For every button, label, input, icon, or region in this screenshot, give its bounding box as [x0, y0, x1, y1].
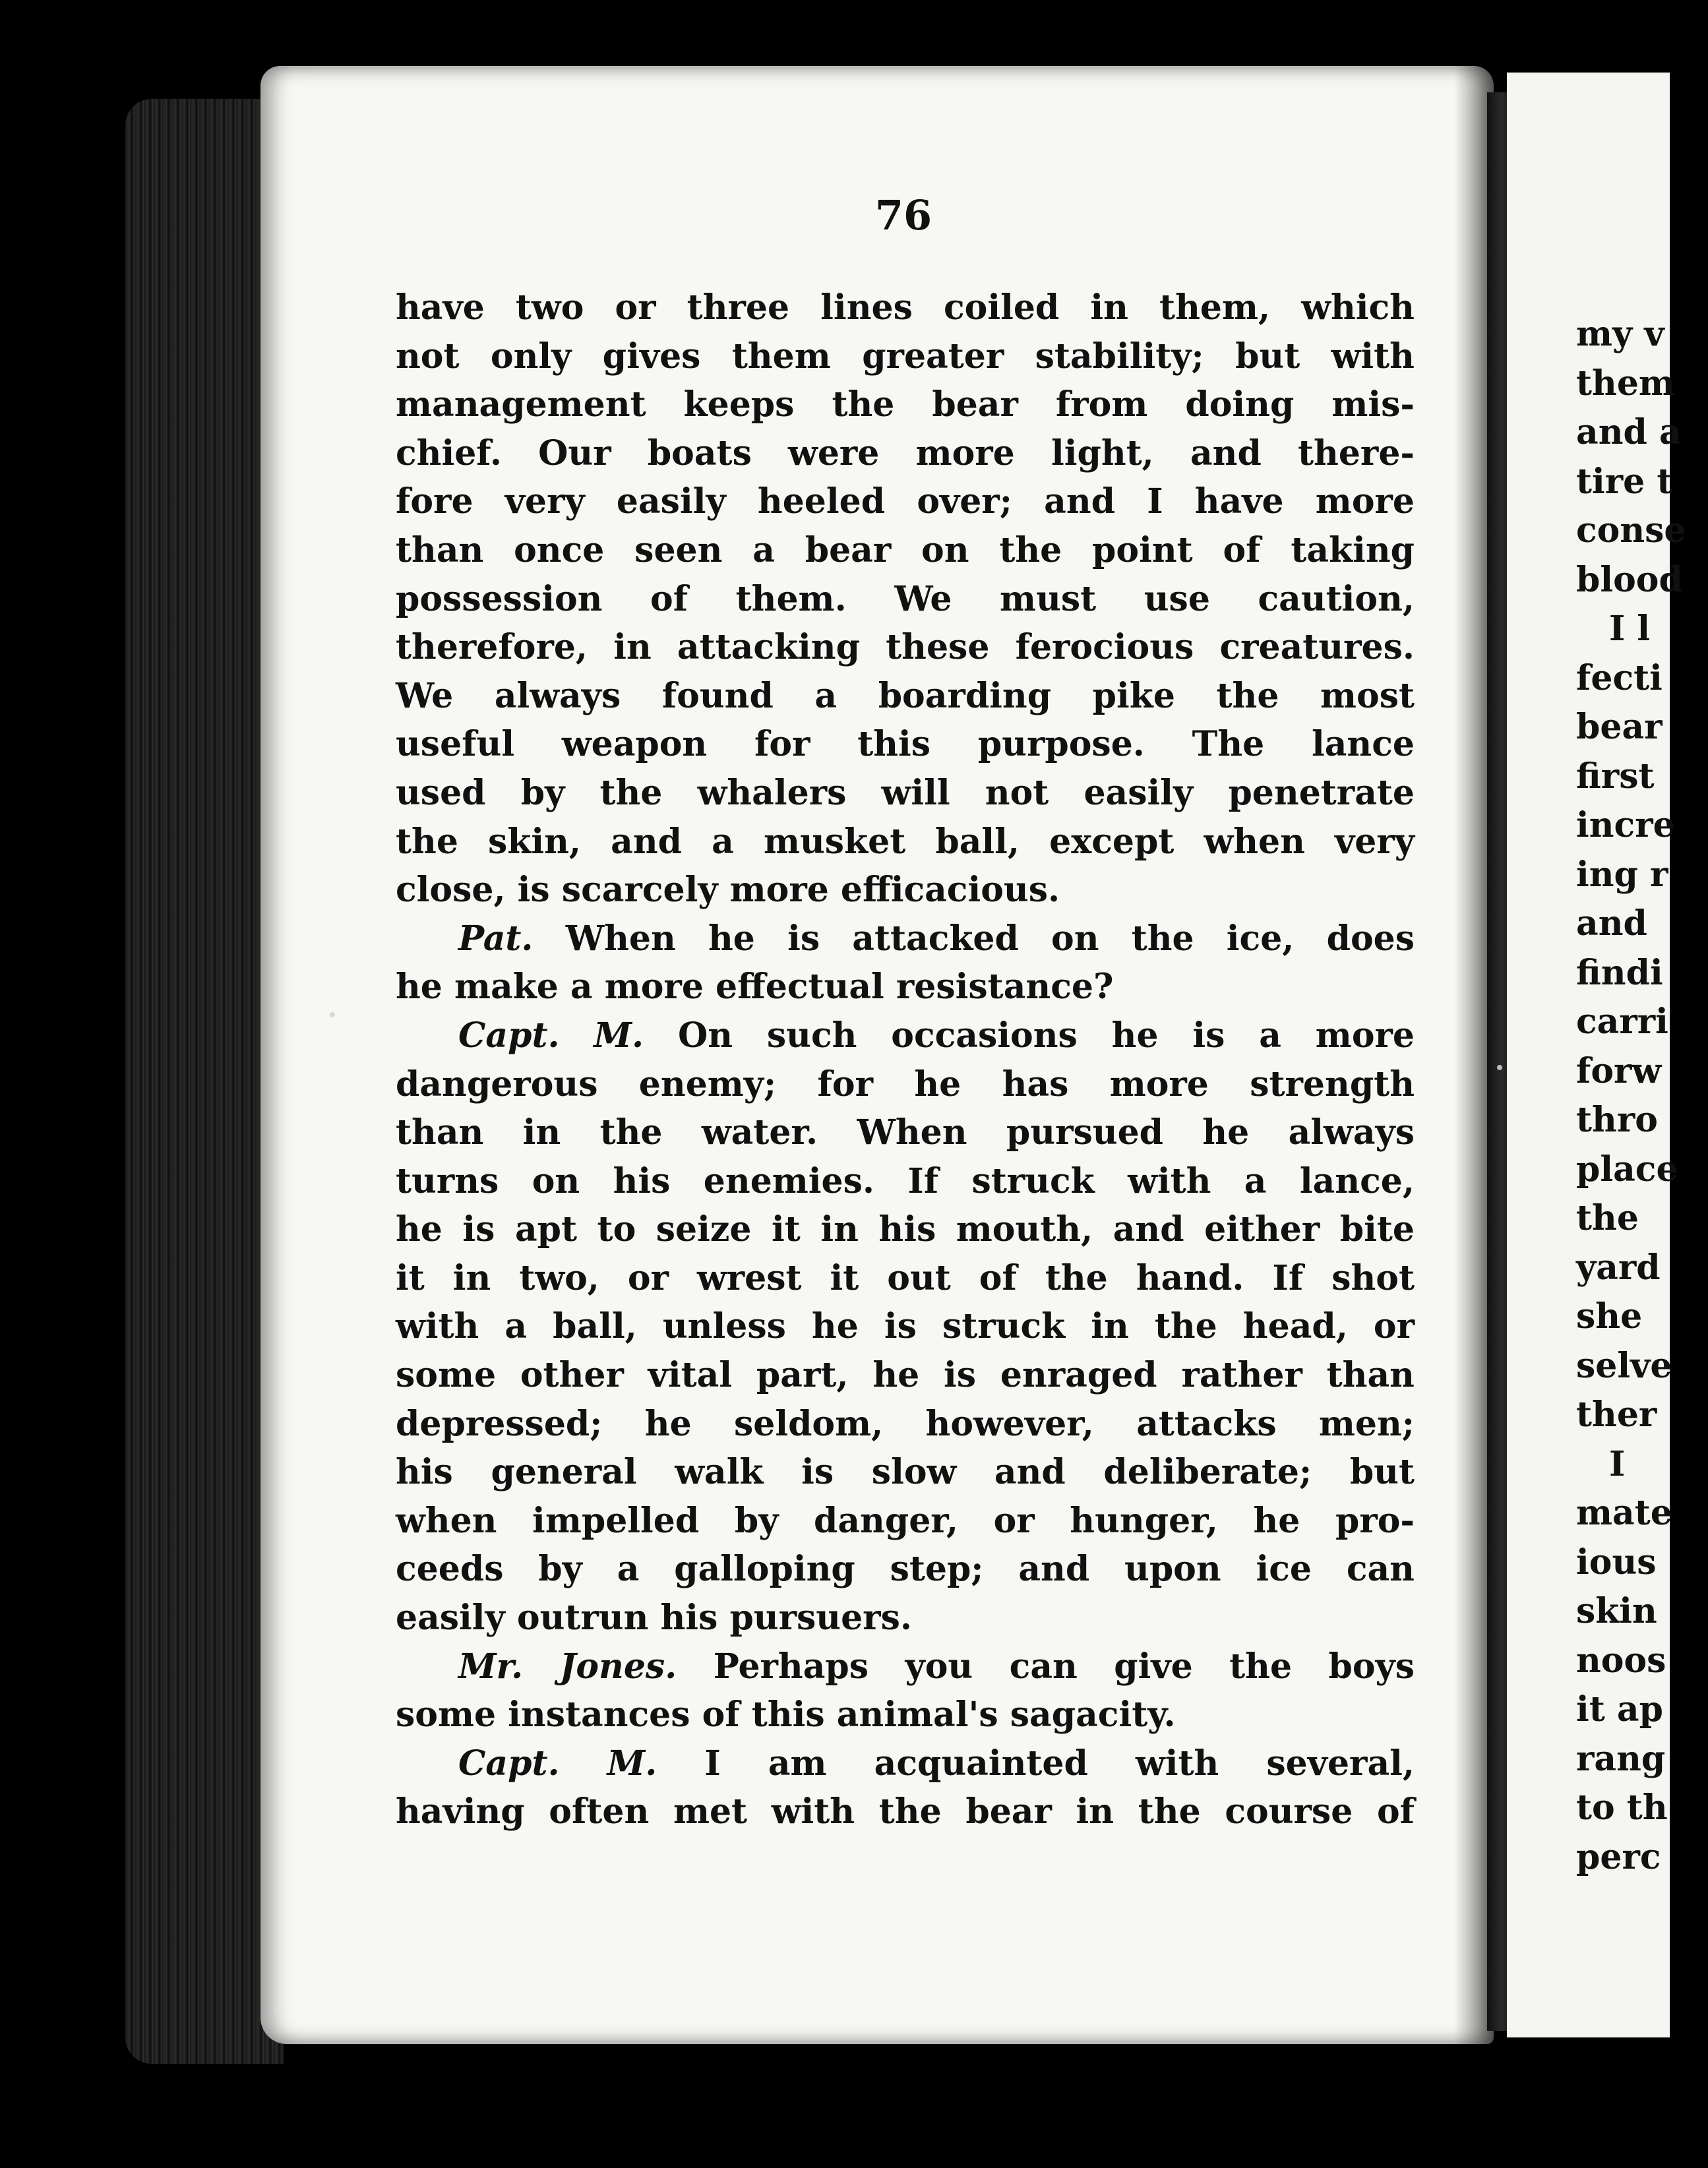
text-fragment: to th — [1576, 1788, 1668, 1828]
book-spine-edges — [125, 99, 284, 2064]
text-line: having often met with the bear in the course of — [396, 1792, 1415, 1832]
text-line: ceeds by a galloping step; and upon ice can — [396, 1549, 1415, 1590]
line-text: When he is attacked on the ice, does — [565, 918, 1415, 959]
line-text: Perhaps you can give the boys — [713, 1646, 1415, 1687]
text-fragment: incre — [1576, 805, 1675, 845]
text-fragment: noos — [1576, 1640, 1666, 1681]
text-fragment: ious — [1576, 1542, 1657, 1582]
line-text: I am acquainted with several, — [704, 1743, 1415, 1784]
text-line: with a ball, unless he is struck in the head, or — [396, 1306, 1415, 1347]
text-line: management keeps the bear from doing mis- — [396, 384, 1415, 425]
text-line: than in the water. When pursued he always — [396, 1112, 1415, 1153]
text-line: he is apt to seize it in his mouth, and either bite — [396, 1209, 1415, 1250]
line-text: On such occasions he is a more — [677, 1015, 1415, 1056]
text-fragment: rang — [1576, 1738, 1666, 1779]
text-line: therefore, in attacking these ferocious creatures. — [396, 627, 1415, 668]
text-line: when impelled by danger, or hunger, he pro- — [396, 1500, 1415, 1541]
text-line: some instances of this animal's sagacity. — [396, 1695, 1176, 1735]
text-fragment: I l — [1609, 609, 1651, 649]
speck — [1497, 1065, 1502, 1070]
text-fragment: thro — [1576, 1100, 1658, 1140]
text-line: it in two, or wrest it out of the hand. If shot — [396, 1257, 1415, 1298]
text-line: the skin, and a musket ball, except when very — [396, 821, 1415, 862]
text-line: he make a more effectual resistance? — [396, 967, 1114, 1008]
text-fragment: findi — [1576, 952, 1663, 993]
text-line — [396, 1739, 1415, 1788]
speaker-name: Mr. Jones. — [458, 1646, 677, 1687]
text-fragment: it ap — [1576, 1689, 1663, 1730]
text-fragment: yard — [1576, 1247, 1661, 1288]
text-fragment: she — [1576, 1296, 1643, 1337]
text-line: chief. Our boats were more light, and there- — [396, 433, 1415, 473]
speck — [330, 1012, 335, 1017]
text-line: easily outrun his pursuers. — [396, 1598, 912, 1639]
text-line — [396, 1011, 1415, 1060]
text-line: used by the whalers will not easily penetrate — [396, 772, 1415, 813]
text-fragment: place — [1576, 1149, 1678, 1189]
text-fragment: skin — [1576, 1591, 1657, 1631]
text-fragment: conse — [1576, 510, 1686, 551]
text-fragment: blood — [1576, 559, 1683, 600]
text-fragment: selve — [1576, 1345, 1672, 1386]
text-line: turns on his enemies. If struck with a lance, — [396, 1160, 1415, 1201]
text-line: his general walk is slow and deliberate; but — [396, 1452, 1415, 1493]
text-fragment: first — [1576, 756, 1655, 797]
text-fragment: them — [1576, 363, 1675, 404]
text-line: than once seen a bear on the point of taking — [396, 529, 1415, 570]
text-line: close, is scarcely more efficacious. — [396, 870, 1060, 911]
text-fragment: the — [1576, 1198, 1639, 1238]
text-fragment: and — [1576, 903, 1647, 944]
text-line: possession of them. We must use caution, — [396, 578, 1415, 619]
text-line: We always found a boarding pike the most — [396, 675, 1415, 716]
text-line — [396, 1642, 1415, 1691]
speaker-name: Pat. — [458, 918, 534, 959]
text-fragment: bear — [1576, 707, 1662, 747]
text-line: dangerous enemy; for he has more strength — [396, 1064, 1415, 1104]
text-line: fore very easily heeled over; and I have more — [396, 481, 1415, 522]
text-fragment: mate — [1576, 1493, 1672, 1533]
text-line: not only gives them greater stability; but with — [396, 336, 1415, 376]
text-fragment: ing r — [1576, 854, 1668, 895]
text-line — [396, 915, 1415, 963]
text-fragment: forw — [1576, 1050, 1662, 1091]
text-line: have two or three lines coiled in them, which — [396, 287, 1415, 328]
text-fragment: my v — [1576, 314, 1664, 354]
right-page-text-fragments — [1576, 310, 1708, 1882]
text-fragment: and a — [1576, 412, 1682, 452]
text-line: some other vital part, he is enraged rather than — [396, 1355, 1415, 1396]
text-fragment: carri — [1576, 1002, 1668, 1042]
text-fragment: fecti — [1576, 657, 1662, 698]
left-page-text — [396, 284, 1415, 1836]
text-fragment: tire t — [1576, 461, 1673, 502]
text-fragment: I — [1609, 1443, 1626, 1484]
speaker-name: Capt. M. — [458, 1743, 657, 1784]
text-fragment: perc — [1576, 1836, 1661, 1877]
speaker-name: Capt. M. — [458, 1015, 644, 1056]
text-line: depressed; he seldom, however, attacks men; — [396, 1403, 1415, 1444]
text-fragment: ther — [1576, 1395, 1657, 1435]
text-line: useful weapon for this purpose. The lance — [396, 724, 1415, 765]
page-number: 76 — [874, 191, 932, 239]
